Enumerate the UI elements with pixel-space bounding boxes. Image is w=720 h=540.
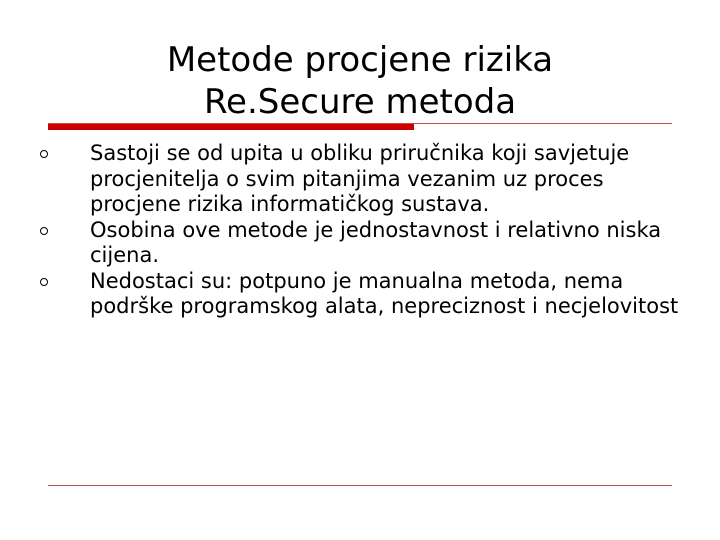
bullet-list [40, 141, 690, 320]
hollow-circle-bullet-icon [40, 278, 48, 286]
bullet-item [40, 269, 690, 320]
footer-divider-line [48, 485, 672, 486]
slide-title: Metode procjene rizika [166, 40, 554, 80]
bullet-item [40, 218, 690, 269]
slide-subtitle: Re.Secure metoda [203, 82, 517, 122]
bullet-text: Nedostaci su: potpuno je manualna metoda, nema podrške programskog alata, nepreciznost i necjelovitost [90, 268, 679, 318]
hollow-circle-bullet-icon [40, 150, 48, 158]
hollow-circle-bullet-icon [40, 227, 48, 235]
bullet-text: Sastoji se od upita u obliku priručnika koji savjetuje procjenitelja o svim pitanjima vezanim uz proces procjene rizika informatičkog sustava. [90, 141, 630, 216]
title-accent-bar [48, 124, 414, 130]
bullet-text: Osobina ove metode je jednostavnost i relativno niska cijena. [90, 217, 662, 267]
bullet-item [40, 141, 690, 218]
